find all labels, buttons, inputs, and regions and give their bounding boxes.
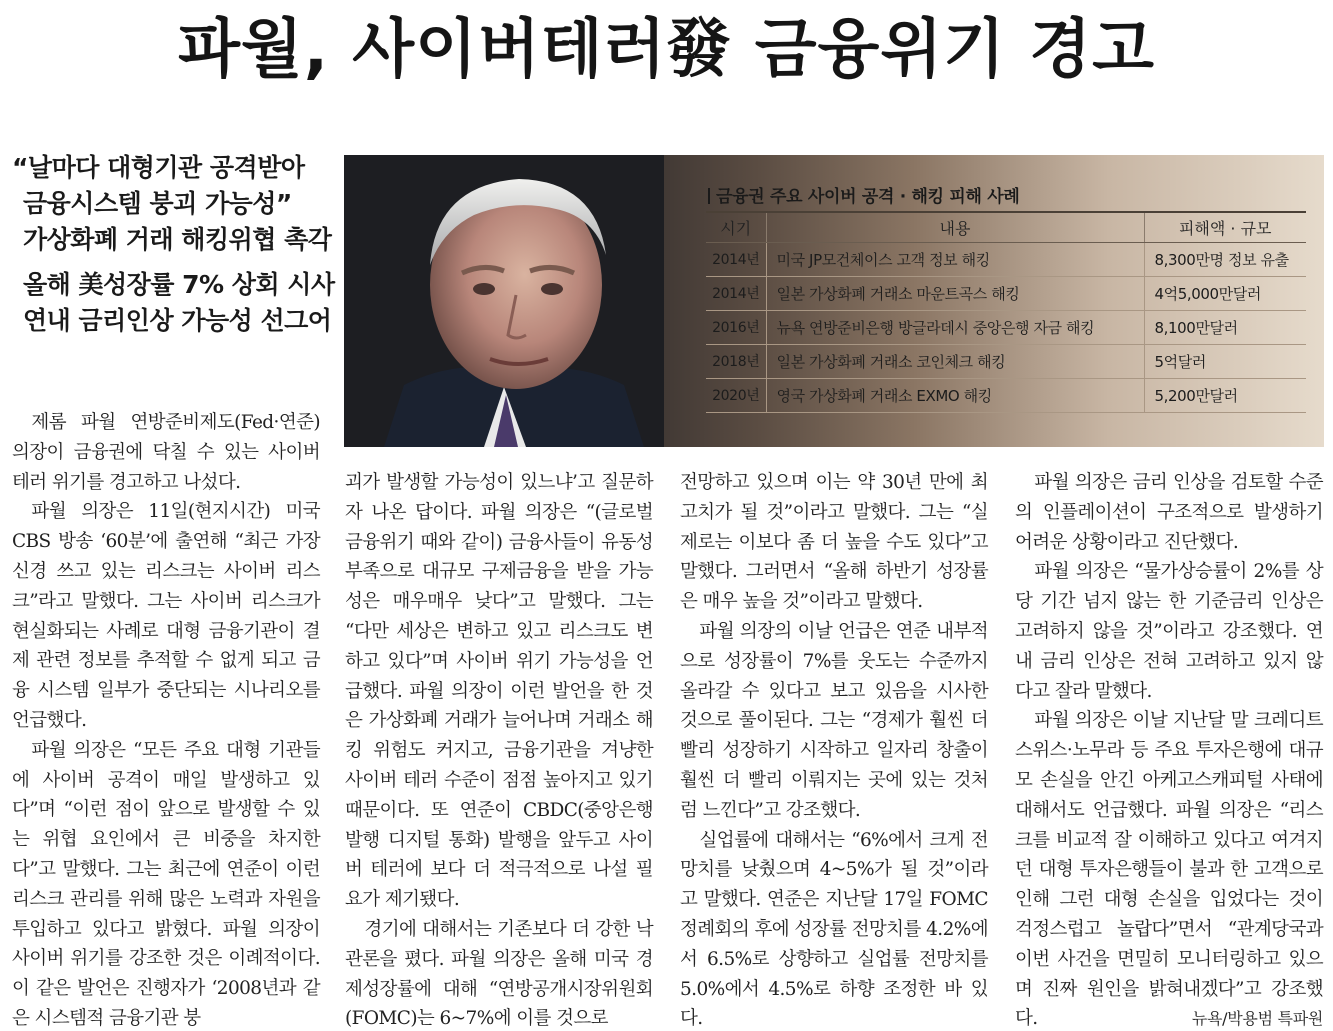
row-amount: 5억달러 [1144,344,1306,378]
row-content: 영국 가상화폐 거래소 EXMO 해킹 [766,378,1144,412]
row-amount: 8,300만명 정보 유출 [1144,242,1306,276]
paragraph: 파월 의장의 이날 언급은 연준 내부적으로 성장률이 7%를 웃도는 수준까지 올라갈 수 있다고 보고 있음을 시사한 것으로 풀이된다. 그는 “경제가 훨씬 더 빨리 성장하기 시작하고 일자리 창출이 훨씬 더 빨리 이뤄지는 곳에 있는 것처럼 느낀다”고 강조했다. [680,620,988,821]
paragraph: 실업률에 대해서는 “6%에서 크게 전망치를 낮췄으며 4~5%가 될 것”이라고 말했다. 연준은 지난달 17일 FOMC 정례회의 후에 성장률 전망치를 4.2%에서 6.5%로 상향하고 실업률 전망치를 5.0%에서 4.5%로 하향 조정한 바 있다. [680,829,988,1030]
portrait-photo [344,155,664,447]
row-content: 일본 가상화폐 거래소 코인체크 해킹 [766,344,1144,378]
table-row [706,276,1306,310]
byline: 뉴욕/박용범 특파원 [1191,1009,1323,1029]
row-amount: 5,200만달러 [1144,378,1306,412]
row-year: 2020년 [706,378,766,412]
article-column-1 [12,408,320,1031]
subheadlines [12,150,335,339]
row-year: 2018년 [706,344,766,378]
paragraph: 제롬 파월 연방준비제도(Fed·연준) 의장이 금융권에 닥칠 수 있는 사이버 테러 위기를 경고하고 나섰다. [12,412,320,493]
subhead-group-1 [12,150,332,258]
row-amount: 4억5,000만달러 [1144,276,1306,310]
subhead-line: 연내 금리인상 가능성 선그어 [23,306,332,335]
table-row [706,242,1306,276]
row-content: 뉴욕 연방준비은행 방글라데시 중앙은행 자금 해킹 [766,310,1144,344]
cyber-attack-table [706,183,1306,413]
row-content: 미국 JP모건체이스 고객 정보 해킹 [766,242,1144,276]
damage-table [706,211,1306,413]
table-title: 금융권 주요 사이버 공격 · 해킹 피해 사례 [706,183,1306,211]
table-row [706,344,1306,378]
paragraph-text: 파월 의장은 이날 지난달 말 크레디트스위스·노무라 등 주요 투자은행에 대규모 손실을 안긴 아케고스캐피털 사태에 대해서도 언급했다. 파월 의장은 “리스크를 비교적 잘 이해하고 있다고 여겨지던 대형 투자은행들이 불과 한 고객으로 인해 그런 대형 손실을 입었다는 것이 걱정스럽고 놀랍다”면서 “관계당국과 이번 사건을 면밀히 모니터링하고 있으며 진짜 원인을 밝혀내겠다”고 강조했다. [1015,710,1323,1030]
subhead-line: 가상화폐 거래 해킹위협 촉각 [23,225,332,254]
subhead-line: “날마다 대형기관 공격받아 [12,153,305,182]
paragraph: 파월 의장은 “물가상승률이 2%를 상당 기간 넘지 않는 한 기준금리 인상은 고려하지 않을 것”이라고 강조했다. 연내 금리 인상은 전혀 고려하고 있지 않다고 잘라 말했다. [1015,561,1323,702]
paragraph: 파월 의장은 “모든 주요 대형 기관들에 사이버 공격이 매일 발생하고 있다”며 “이런 점이 앞으로 발생할 수 있는 위협 요인에서 큰 비중을 차지한다”고 말했다. 그는 최근에 연준이 이런 리스크 관리를 위해 많은 노력과 자원을 투입하고 있다고 밝혔다. 파월 의장이 사이버 위기를 강조한 것은 이례적이다. 이 같은 발언은 진행자가 ‘2008년과 같은 시스템적 금융기관 붕 [12,739,320,1029]
paragraph: 괴가 발생할 가능성이 있느냐’고 질문하자 나온 답이다. 파월 의장은 “(글로벌 금융위기 때와 같이) 금융사들이 유동성 부족으로 대규모 구제금융을 받을 가능성은 매우매우 낮다”고 말했다. 그는 “다만 세상은 변하고 있고 리스크도 변하고 있다”며 사이버 위기 가능성을 언급했다. 파월 의장이 이런 발언을 한 것은 가상화폐 거래가 늘어나며 거래소 해킹 위험도 커지고, 금융기관을 겨냥한 사이버 테러 수준이 점점 높아지고 있기 때문이다. 또 연준이 CBDC(중앙은행 발행 디지털 통화) 발행을 앞두고 사이버 테러에 보다 더 적극적으로 나설 필요가 제기됐다. [345,472,653,911]
row-year: 2014년 [706,276,766,310]
row-content: 일본 가상화폐 거래소 마운트곡스 해킹 [766,276,1144,310]
table-row [706,378,1306,412]
paragraph [1015,706,1323,1031]
row-year: 2014년 [706,242,766,276]
paragraph: 파월 의장은 금리 인상을 검토할 수준의 인플레이션이 구조적으로 발생하기 어려운 상황이라고 진단했다. [1015,472,1323,553]
paragraph: 파월 의장은 11일(현지시간) 미국 CBS 방송 ‘60분’에 출연해 “최근 가장 신경 쓰고 있는 리스크는 사이버 리스크”라고 말했다. 그는 사이버 리스크가 현실화되는 사례로 대형 금융기관이 결제 관련 정보를 추적할 수 없게 되고 금융 시스템 일부가 중단되는 시나리오를 언급했다. [12,501,320,731]
table-row [706,310,1306,344]
paragraph: 경기에 대해서는 기존보다 더 강한 낙관론을 폈다. 파월 의장은 올해 미국 경제성장률에 대해 “연방공개시장위원회(FOMC)는 6~7%에 이를 것으로 [345,918,653,1030]
header-year: 시기 [706,212,766,242]
news-photo-panel [344,155,1324,447]
row-year: 2016년 [706,310,766,344]
table-header-row [706,212,1306,242]
headline: 파월, 사이버테러發 금융위기 경고 [178,13,1155,87]
article-column-2 [345,468,653,1031]
subhead-group-2 [12,267,335,339]
article-column-4 [1015,468,1323,1031]
subhead-line: 올해 美성장률 7% 상회 시사 [23,270,335,299]
header-content: 내용 [766,212,1144,242]
header-amount: 피해액 · 규모 [1144,212,1306,242]
row-amount: 8,100만달러 [1144,310,1306,344]
subhead-line: 금융시스템 붕괴 가능성” [23,189,292,218]
article-column-3 [680,468,988,1031]
paragraph: 전망하고 있으며 이는 약 30년 만에 최고치가 될 것”이라고 말했다. 그는 “실제로는 이보다 좀 더 높을 수도 있다”고 말했다. 그러면서 “올해 하반기 성장률은 매우 높을 것”이라고 말했다. [680,472,988,613]
